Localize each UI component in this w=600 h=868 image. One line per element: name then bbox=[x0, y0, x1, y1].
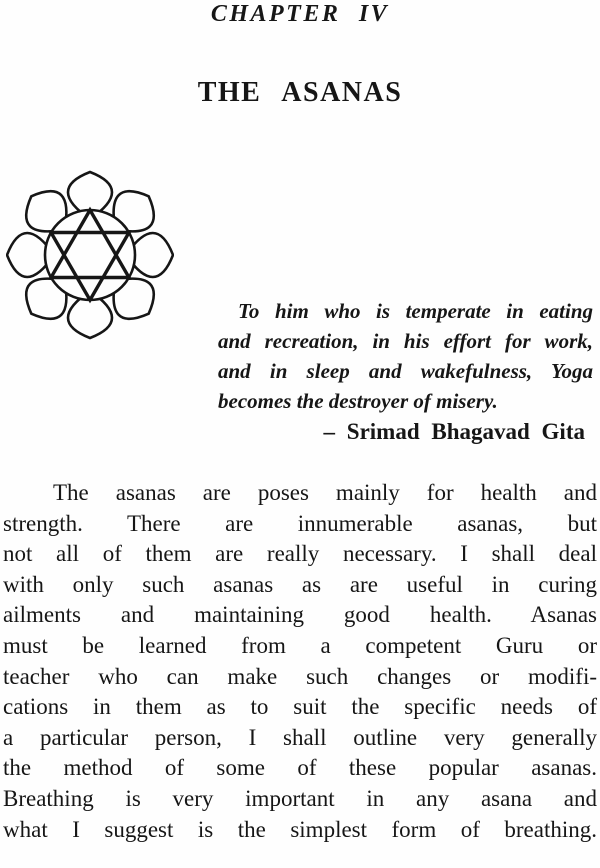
body-line: teacher who can make such changes or modifi- bbox=[3, 663, 597, 689]
chakra-circle bbox=[45, 210, 135, 300]
body-line: what I suggest is the simplest form of breathing. bbox=[3, 816, 597, 842]
body-line: the method of some of these popular asanas. bbox=[3, 755, 597, 781]
quote-line: To him who is temperate in eating bbox=[238, 299, 593, 323]
quote-line: and recreation, in his effort for work, bbox=[218, 329, 593, 353]
lotus-hexagram-illustration bbox=[6, 169, 174, 341]
body-line: strength. There are innumerable asanas, but bbox=[3, 510, 597, 536]
body-line: Breathing is very important in any asana and bbox=[3, 785, 597, 811]
body-line: The asanas are poses mainly for health and bbox=[53, 480, 597, 505]
chapter-heading: CHAPTER IV bbox=[210, 1, 390, 27]
quote-block bbox=[218, 296, 593, 447]
body-line: not all of them are really necessary. I shall deal bbox=[3, 541, 597, 567]
quote-line: becomes the destroyer of misery. bbox=[218, 389, 498, 413]
body-line: cations in them as to suit the specific needs of bbox=[3, 694, 597, 720]
body-line: a particular person, I shall outline very generally bbox=[3, 724, 597, 750]
body-line: must be learned from a competent Guru or bbox=[3, 632, 597, 658]
lotus-hexagram-svg bbox=[6, 169, 174, 341]
body-paragraph bbox=[3, 478, 597, 845]
quote-attribution: – Srimad Bhagavad Gita bbox=[323, 419, 585, 444]
quote-line: and in sleep and wakefulness, Yoga bbox=[218, 359, 593, 383]
body-line: ailments and maintaining good health. Asanas bbox=[3, 602, 597, 628]
page-title: THE ASANAS bbox=[197, 77, 403, 108]
body-line: with only such asanas as are useful in curing bbox=[3, 571, 597, 597]
